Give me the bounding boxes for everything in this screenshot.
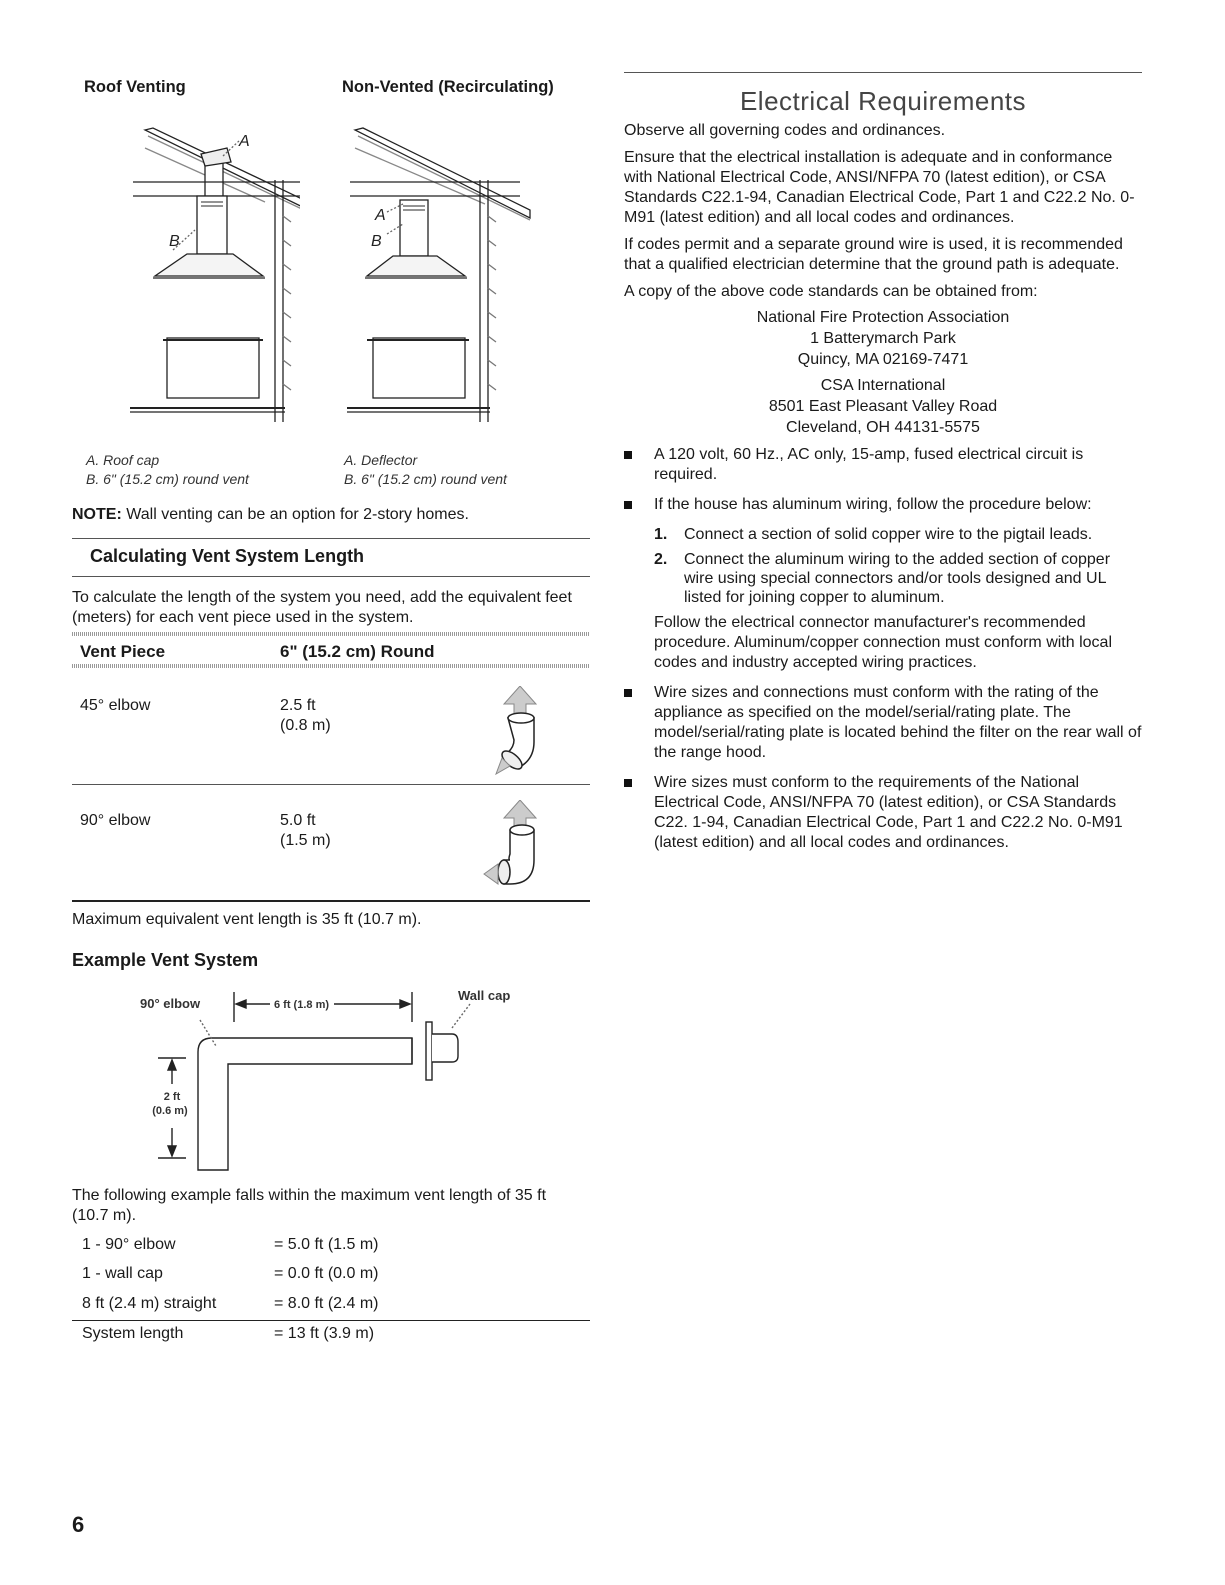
electrical-p2: Ensure that the electrical installation is adequate and in conformance with National Electrical Code, ANSI/NFPA 70 (latest edition), or CSA Standards C22.1-94, Canadian Electrical Code, Part 1 and C22.2 No. 0-M91 (latest edition) and all local codes and ordinances. — [624, 149, 1135, 226]
address-nfpa — [624, 307, 1142, 370]
bullet-icon — [624, 451, 632, 459]
step-text: Connect the aluminum wiring to the added section of copper wire using special connectors and/or tools designed and UL listed for joining copper to aluminum. — [684, 551, 1111, 606]
electrical-p4: A copy of the above code standards can be obtained from: — [624, 283, 1038, 300]
row2-piece: 90° elbow — [80, 812, 151, 829]
calc-row-value: = 8.0 ft (2.4 m) — [274, 1295, 379, 1312]
total-row-value: = 13 ft (3.9 m) — [274, 1325, 375, 1342]
roof-label-b: B — [169, 233, 180, 250]
calc-row-item: 1 - 90° elbow — [82, 1236, 176, 1253]
row1-m: (0.8 m) — [280, 717, 331, 734]
row-divider — [72, 784, 590, 785]
bullet-icon — [624, 779, 632, 787]
bullet-text: A 120 volt, 60 Hz., AC only, 15-amp, fused electrical circuit is required. — [654, 446, 1084, 483]
elbow-90-icon — [480, 800, 560, 895]
electrical-heading: Electrical Requirements — [739, 86, 1027, 116]
calc-row-value: = 0.0 ft (0.0 m) — [274, 1265, 379, 1282]
roof-venting-heading: Roof Venting — [84, 78, 186, 96]
address-line: 8501 East Pleasant Valley Road — [768, 398, 998, 415]
nonvent-label-a: A — [375, 207, 386, 224]
follow-paragraph: Follow the electrical connector manufacturer's recommended procedure. Aluminum/copper connection must conform with local codes and industry accepted wiring practices. — [654, 614, 1112, 671]
roof-caption-a: A. Roof cap — [86, 452, 160, 468]
note-paragraph — [72, 505, 590, 525]
electrical-body — [624, 121, 1142, 853]
calc-heading: Calculating Vent System Length — [90, 546, 365, 566]
calc-row-item: 1 - wall cap — [82, 1265, 163, 1282]
page-number: 6 — [72, 1512, 85, 1537]
example-label-wallcap: Wall cap — [458, 988, 511, 1003]
step-item — [654, 550, 1142, 607]
row1-piece: 45° elbow — [80, 697, 151, 714]
example-label-elbow: 90° elbow — [140, 996, 201, 1011]
max-length-text: Maximum equivalent vent length is 35 ft (10.7 m). — [72, 911, 422, 928]
row2-m: (1.5 m) — [280, 832, 331, 849]
table-header-rule — [72, 664, 590, 668]
bullet-icon — [624, 501, 632, 509]
electrical-p3: If codes permit and a separate ground wire is used, it is recommended that a qualified electrician determine that the ground path is adequate. — [624, 236, 1123, 273]
electrical-p1: Observe all governing codes and ordinances. — [624, 122, 946, 139]
example-label-rise-m: (0.6 m) — [152, 1105, 188, 1117]
table-header-round: 6" (15.2 cm) Round — [280, 642, 435, 661]
row2-ft: 5.0 ft — [280, 812, 316, 829]
nonvent-caption-b: B. 6" (15.2 cm) round vent — [344, 471, 507, 487]
bullet-text: If the house has aluminum wiring, follow the procedure below: — [654, 496, 1092, 513]
step-number: 1. — [654, 526, 668, 543]
nonvent-label-b: B — [371, 233, 382, 250]
address-line: Quincy, MA 02169-7471 — [797, 351, 969, 368]
address-line: 1 Batterymarch Park — [810, 330, 956, 347]
bullet-icon — [624, 689, 632, 697]
calc-paragraph: To calculate the length of the system you need, add the equivalent feet (meters) for each vent piece used in the system. — [72, 589, 572, 626]
roof-caption-b: B. 6" (15.2 cm) round vent — [86, 471, 249, 487]
table-bottom-rule — [72, 900, 590, 902]
bullet-item — [624, 445, 1142, 485]
procedure-steps — [624, 525, 1142, 673]
address-csa — [624, 375, 1142, 438]
non-vented-illustration — [345, 120, 535, 432]
step-text: Connect a section of solid copper wire to the pigtail leads. — [684, 526, 1093, 543]
calc-row-item: 8 ft (2.4 m) straight — [82, 1295, 217, 1312]
step-item — [654, 525, 1142, 544]
bullet-text: Wire sizes must conform to the requirements of the National Electrical Code, ANSI/NFPA 70 (latest edition), or CSA Standards C22. 1-94, Canadian Electrical Code, Part 1 and C22.2 No. 0-M91 (latest edition) and all local codes and ordinances. — [654, 774, 1123, 851]
non-vented-heading: Non-Vented (Recirculating) — [342, 78, 554, 96]
example-vent-diagram — [130, 982, 530, 1177]
address-line: CSA International — [820, 377, 946, 394]
elbow-45-icon — [480, 686, 560, 776]
bullet-text: Wire sizes and connections must conform with the rating of the appliance as specified on the model/serial/rating plate. The model/serial/rating plate is located behind the filter on the rear wall of the range hood. — [654, 684, 1142, 761]
table-header-piece: Vent Piece — [80, 642, 166, 661]
address-line: National Fire Protection Association — [756, 309, 1010, 326]
step-number: 2. — [654, 551, 668, 568]
rule — [72, 576, 590, 577]
example-paragraph: The following example falls within the maximum vent length of 35 ft (10.7 m). — [72, 1187, 547, 1224]
nonvent-caption-a: A. Deflector — [344, 452, 418, 468]
roof-label-a: A — [239, 133, 250, 150]
bullet-item — [624, 495, 1142, 515]
example-label-length: 6 ft (1.8 m) — [274, 999, 330, 1011]
bullet-item — [624, 773, 1142, 853]
note-text: Wall venting can be an option for 2-story homes. — [121, 506, 469, 523]
calc-row-value: = 5.0 ft (1.5 m) — [274, 1236, 379, 1253]
right-top-rule — [624, 72, 1142, 73]
total-row-item: System length — [82, 1325, 184, 1342]
example-label-rise-ft: 2 ft — [163, 1091, 181, 1103]
row1-ft: 2.5 ft — [280, 697, 316, 714]
table-top-rule — [72, 632, 590, 636]
total-rule — [72, 1320, 590, 1321]
note-label: NOTE: — [72, 506, 122, 523]
address-line: Cleveland, OH 44131-5575 — [786, 419, 980, 436]
bullet-item — [624, 683, 1142, 763]
example-heading: Example Vent System — [72, 950, 259, 970]
rule — [72, 538, 590, 539]
roof-venting-illustration — [125, 120, 300, 432]
